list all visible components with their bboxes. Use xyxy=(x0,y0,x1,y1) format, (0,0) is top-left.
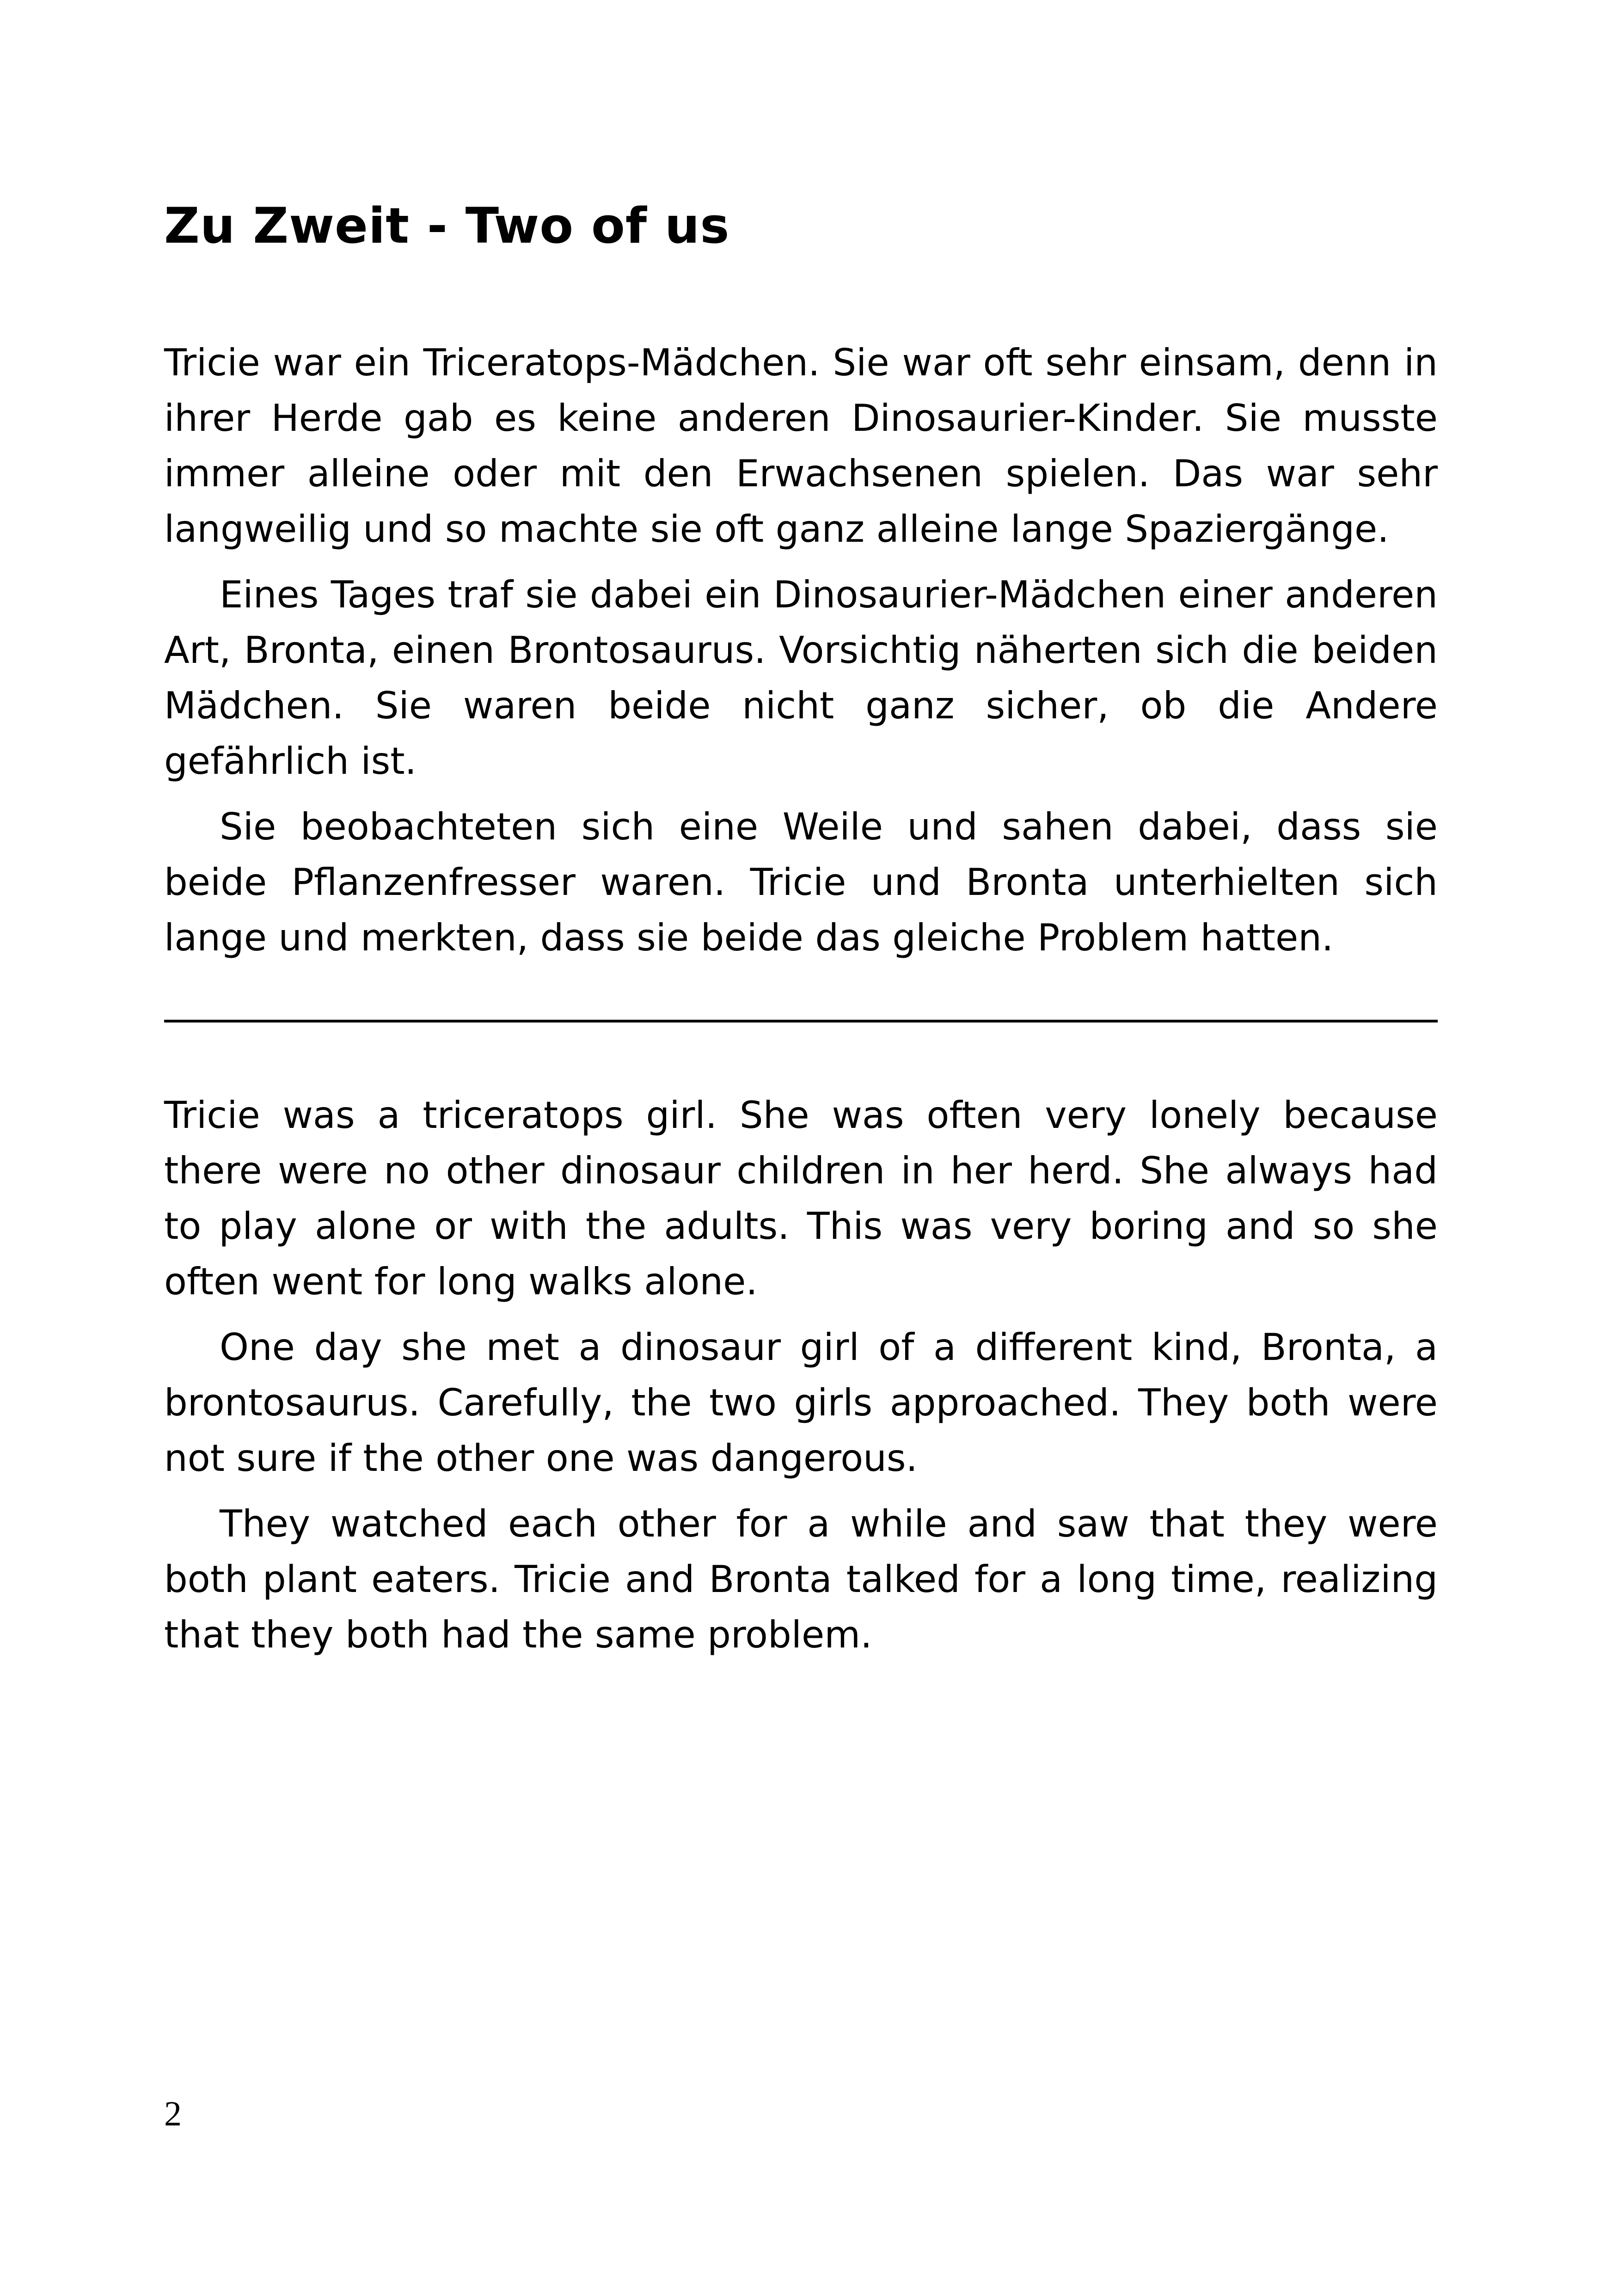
section-divider xyxy=(164,1020,1438,1022)
german-paragraph-2: Eines Tages traf sie dabei ein Dinosaurier-Mädchen einer anderen Art, Bronta, einen Brontosaurus. Vorsichtig näherten sich die beiden Mädchen. Sie waren beide nicht ganz sicher, ob die Andere gefährlich ist. xyxy=(164,573,1438,783)
german-paragraph-3: Sie beobachteten sich eine Weile und sahen dabei, dass sie beide Pflanzenfresser waren. Tricie und Bronta unterhielten sich lange und merkten, dass sie beide das gleiche Problem hatten. xyxy=(164,805,1438,959)
english-paragraph-2: One day she met a dinosaur girl of a different kind, Bronta, a brontosaurus. Carefully, the two girls approached. They both were not sure if the other one was dangerous. xyxy=(164,1326,1438,1480)
english-paragraph-1: Tricie was a triceratops girl. She was often very lonely because there were no other dinosaur children in her herd. She always had to play alone or with the adults. This was very boring and so she often went for long walks alone. xyxy=(164,1094,1438,1303)
page-title: Zu Zweit - Two of us xyxy=(164,197,730,254)
english-paragraph-3: They watched each other for a while and saw that they were both plant eaters. Tricie and Bronta talked for a long time, realizing that they both had the same problem. xyxy=(164,1502,1438,1656)
english-text xyxy=(164,1088,1438,1673)
german-text xyxy=(164,335,1438,976)
page-number: 2 xyxy=(164,2094,182,2133)
german-paragraph-1: Tricie war ein Triceratops-Mädchen. Sie war oft sehr einsam, denn in ihrer Herde gab es keine anderen Dinosaurier-Kinder. Sie musste immer alleine oder mit den Erwachsenen spielen. Das war sehr langweilig und so machte sie oft ganz alleine lange Spaziergänge. xyxy=(164,341,1438,551)
